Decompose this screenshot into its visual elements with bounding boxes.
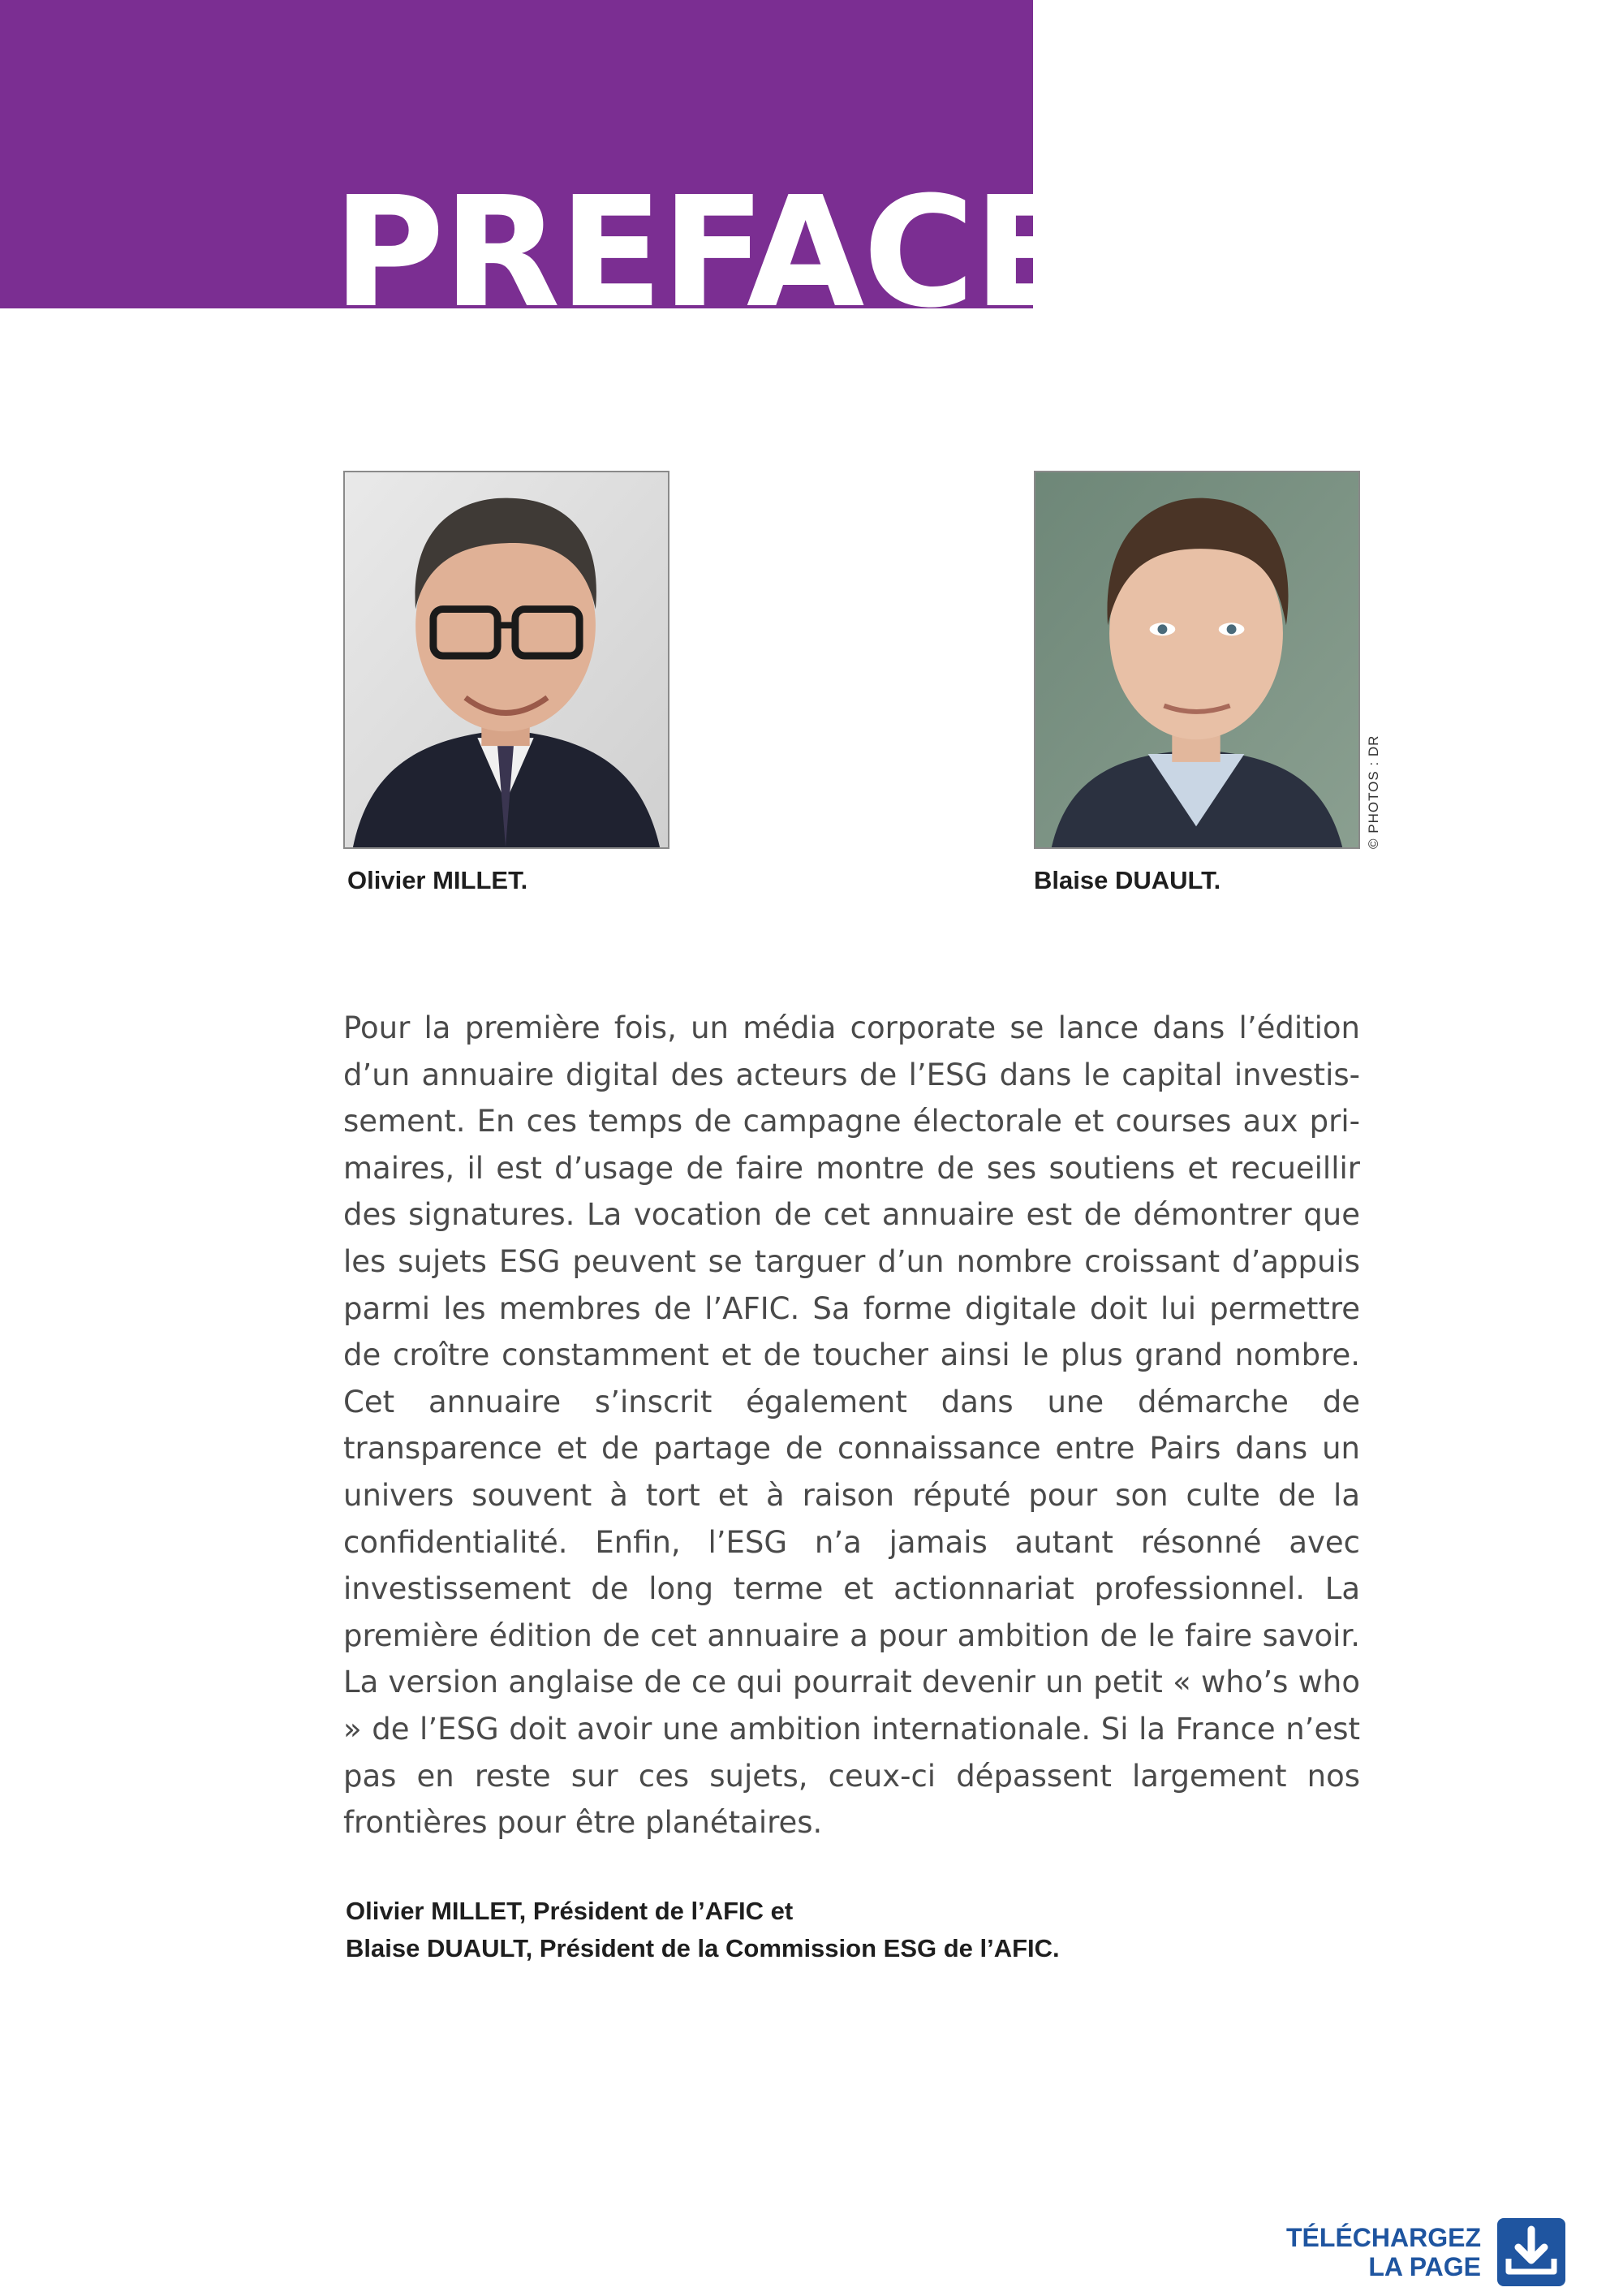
portrait-photo-olivier-millet bbox=[343, 471, 669, 849]
photo-caption-olivier-millet: Olivier MILLET. bbox=[347, 866, 528, 894]
portrait-photo-icon bbox=[345, 472, 668, 847]
signature-block bbox=[346, 1893, 1060, 1967]
download-label bbox=[1266, 2223, 1481, 2281]
signature-line-2: Blaise DUAULT, Président de la Commission ESG de l’AFIC. bbox=[346, 1934, 1060, 1962]
photo-credit: © PHOTOS : DR bbox=[1366, 734, 1381, 849]
download-icon[interactable] bbox=[1497, 2218, 1565, 2286]
page-title: PREFACE bbox=[333, 177, 1076, 321]
portrait-photo-blaise-duault bbox=[1034, 471, 1360, 849]
signature-line-1: Olivier MILLET, Président de l’AFIC et bbox=[346, 1897, 794, 1925]
download-page-button[interactable] bbox=[1266, 2216, 1591, 2289]
download-label-line-2: LA PAGE bbox=[1368, 2252, 1481, 2281]
photo-caption-blaise-duault: Blaise DUAULT. bbox=[1034, 866, 1221, 894]
download-label-line-1: TÉLÉCHARGEZ bbox=[1286, 2223, 1481, 2252]
portrait-photo-icon bbox=[1035, 472, 1358, 847]
preface-body-text: Pour la première fois, un média corporate se lance dans l’édition d’un annuaire digital des acteurs de l’ESG dans le capital investissement. En ces temps de campagne électorale et courses aux primaires, il est d’usage de faire montre de ses soutiens et recueillir des signatures. La vocation de cet annuaire est de démontrer que les sujets ESG peuvent se targuer d’un nombre croissant d’appuis parmi les membres de l’AFIC. Sa forme digitale doit lui permettre de croître constamment et de toucher ainsi le plus grand nombre. Cet annuaire s’inscrit également dans une démarche de transparence et de partage de connaissance entre Pairs dans un univers souvent à tort et à raison réputé pour son culte de la confidentialité. Enfin, l’ESG n’a jamais autant résonné avec investissement de long terme et actionnariat professionnel. La première édition de cet annuaire a pour ambition de le faire savoir. La version anglaise de ce qui pourrait devenir un petit « who’s who » de l’ESG doit avoir une ambition internationale. Si la France n’est pas en reste sur ces sujets, ceux-ci dépassent largement nos frontières pour être planétaires. bbox=[343, 1010, 1360, 1841]
